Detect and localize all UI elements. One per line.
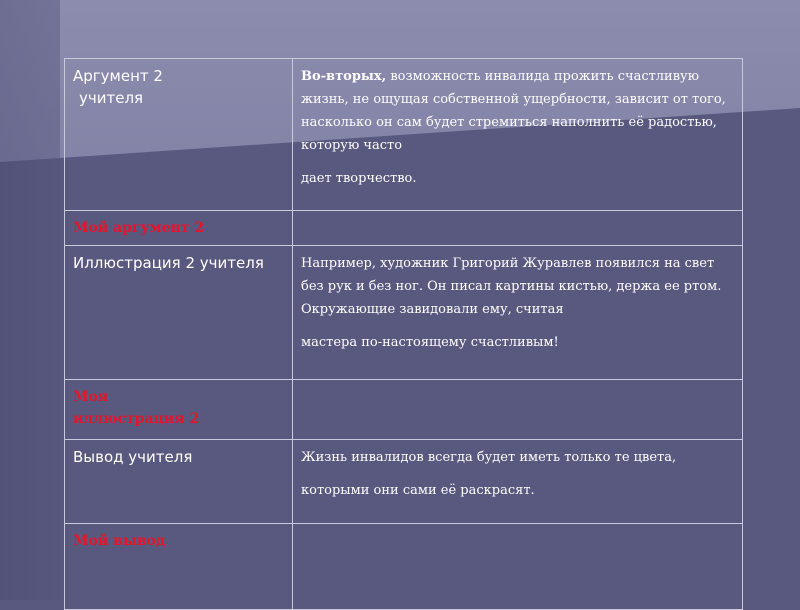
teacher-conclusion-label: Вывод учителя: [73, 448, 193, 466]
teacher-argument-label-line1: Аргумент 2: [73, 67, 163, 85]
table-row: [65, 380, 743, 440]
table-row: [65, 246, 743, 380]
background-left-shade: [0, 0, 60, 600]
my-illustration-input-cell[interactable]: [293, 380, 743, 440]
my-argument-label-cell: [65, 211, 293, 246]
teacher-illustration-label: Иллюстрация 2 учителя: [73, 254, 264, 272]
teacher-conclusion-body: Жизнь инвалидов всегда будет иметь только те цвета,: [301, 450, 677, 465]
table-row: [65, 59, 743, 211]
teacher-argument-text: [301, 65, 734, 190]
teacher-illustration-last-line: мастера по-настоящему счастливым!: [301, 335, 559, 350]
teacher-argument-label: [73, 65, 284, 109]
teacher-argument-lead: Во-вторых,: [301, 69, 387, 84]
table-row: [65, 440, 743, 524]
my-conclusion-label: Мой вывод: [73, 533, 166, 549]
teacher-argument-label-line2: учителя: [79, 89, 144, 107]
argument-table: [64, 58, 743, 610]
my-argument-input-cell[interactable]: [293, 211, 743, 246]
teacher-argument-text-cell: [293, 59, 743, 211]
my-illustration-label: [73, 386, 284, 430]
teacher-illustration-text-cell: [293, 246, 743, 380]
table-row: [65, 524, 743, 610]
teacher-argument-label-cell: [65, 59, 293, 211]
teacher-conclusion-last-line: которыми они сами её раскрасят.: [301, 483, 535, 498]
my-illustration-label-line1: Моя: [73, 389, 109, 405]
my-illustration-label-cell: [65, 380, 293, 440]
teacher-conclusion-text-cell: [293, 440, 743, 524]
my-argument-label: Мой аргумент 2: [73, 220, 205, 236]
my-conclusion-input-cell[interactable]: [293, 524, 743, 610]
teacher-argument-body: возможность инвалида прожить счастливую жизнь, не ощущая собственной ущербности, зависит от того, насколько он сам будет стремиться наполнить её радостью, которую часто: [301, 69, 726, 153]
my-illustration-label-line2: иллюстрация 2: [73, 411, 200, 427]
teacher-illustration-label-cell: [65, 246, 293, 380]
teacher-illustration-text: [301, 252, 734, 354]
teacher-argument-last-line: дает творчество.: [301, 171, 417, 186]
table-row: [65, 211, 743, 246]
teacher-conclusion-label-cell: [65, 440, 293, 524]
my-conclusion-label-cell: [65, 524, 293, 610]
teacher-illustration-body: Например, художник Григорий Журавлев появился на свет без рук и без ног. Он писал картины кистью, держа ее ртом. Окружающие завидовали ему, считая: [301, 256, 722, 317]
teacher-conclusion-text: [301, 446, 734, 502]
